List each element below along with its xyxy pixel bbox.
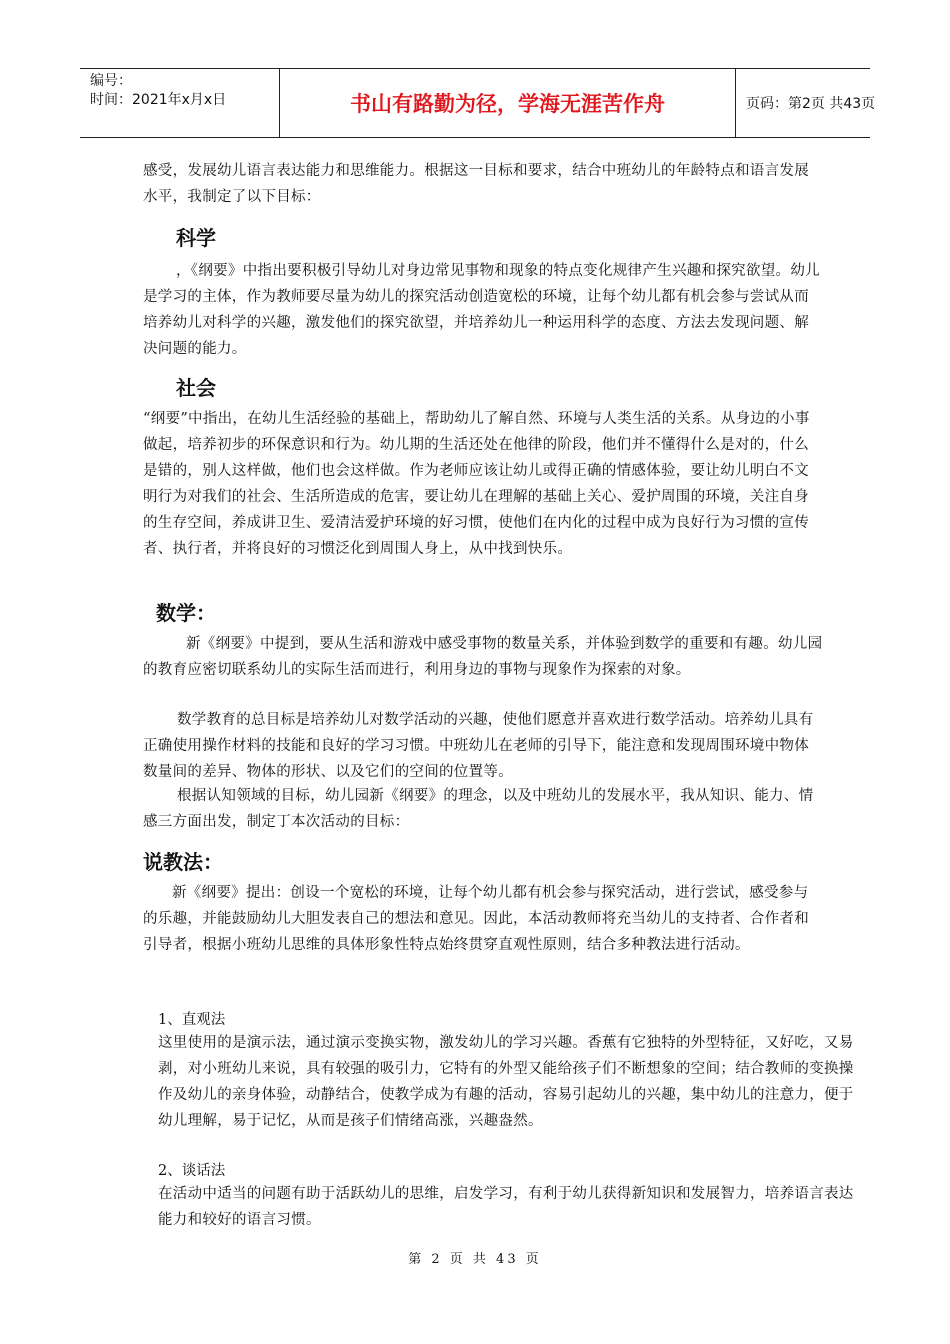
time-label: 时间：2021年x月x日 bbox=[90, 92, 227, 108]
header-motto: 书山有路勤为径，学海无涯苦作舟 bbox=[280, 69, 736, 137]
math-paragraph-1: 新《纲要》中提到，要从生活和游戏中感受事物的数量关系，并体验到数学的重要和有趣。幼儿园的教育应密切联系幼儿的实际生活而进行，利用身边的事物与现象作为探索的对象。 bbox=[143, 636, 823, 678]
society-paragraph: “纲要”中指出，在幼儿生活经验的基础上，帮助幼儿了解自然、环境与人类生活的关系。从身边的小事做起，培养初步的环保意识和行为。幼儿期的生活还处在他律的阶段，他们并不懂得什么是对的，什么是错的，别人这样做，他们也会这样做。作为老师应该让幼儿或得正确的情感体验，要让幼儿明白不文明行为对我们的社会、生活所造成的危害，要让幼儿在理解的基础上关心、爱护周围的环境，关注自身的生存空间，养成讲卫生、爱清洁爱护环境的好习惯，使他们在内化的过程中成为良好行为习惯的宣传者、执行者，并将良好的习惯泛化到周围人身上，从中找到快乐。 bbox=[143, 411, 810, 557]
method-1-title: 1、直观法 bbox=[158, 1012, 226, 1028]
method-2-paragraph: 在活动中适当的问题有助于活跃幼儿的思维，启发学习，有利于幼儿获得新知识和发展智力，培养语言表达能力和较好的语言习惯。 bbox=[158, 1186, 854, 1228]
method-1-paragraph: 这里使用的是演示法，通过演示变换实物，激发幼儿的学习兴趣。香蕉有它独特的外型特征，又好吃，又易剥，对小班幼儿来说，具有较强的吸引力，它特有的外型又能给孩子们不断想象的空间；结合教师的变换操作及幼儿的亲身体验，动静结合，使教学成为有趣的活动，容易引起幼儿的兴趣，集中幼儿的注意力，便于幼儿理解，易于记忆，从而是孩子们情绪高涨，兴趣盎然。 bbox=[158, 1035, 854, 1129]
intro-paragraph: 感受，发展幼儿语言表达能力和思维能力。根据这一目标和要求，结合中班幼儿的年龄特点和语言发展水平，我制定了以下目标： bbox=[143, 163, 809, 205]
number-label: 编号： bbox=[90, 73, 132, 89]
science-paragraph: ，《纲要》中指出要积极引导幼儿对身边常见事物和现象的特点变化规律产生兴趣和探究欲望。幼儿是学习的主体，作为教师要尽量为幼儿的探究活动创造宽松的环境，让每个幼儿都有机会参与尝试从而培养幼儿对科学的兴趣，激发他们的探究欲望，并培养幼儿一种运用科学的态度、方法去发现问题、解决问题的能力。 bbox=[143, 263, 820, 357]
method-heading: 说教法： bbox=[143, 850, 223, 874]
header-meta-cell bbox=[80, 69, 280, 137]
society-heading: 社会 bbox=[176, 376, 216, 400]
method-paragraph: 新《纲要》提出：创设一个宽松的环境，让每个幼儿都有机会参与探究活动，进行尝试，感受参与的乐趣，并能鼓励幼儿大胆发表自己的想法和意见。因此，本活动教师将充当幼儿的支持者、合作者和引导者，根据小班幼儿思维的具体形象性特点始终贯穿直观性原则，结合多种教法进行活动。 bbox=[143, 885, 809, 953]
math-heading: 数学： bbox=[156, 601, 216, 625]
header-table bbox=[80, 68, 876, 138]
header-page-info: 页码：第2页 共43页 bbox=[746, 96, 876, 112]
science-heading: 科学 bbox=[176, 226, 216, 250]
method-2-title: 2、谈话法 bbox=[158, 1163, 226, 1179]
page-footer: 第 2 页 共 43 页 bbox=[408, 1252, 542, 1267]
math-paragraph-2: 数学教育的总目标是培养幼儿对数学活动的兴趣，使他们愿意并喜欢进行数学活动。培养幼儿具有正确使用操作材料的技能和良好的学习习惯。中班幼儿在老师的引导下，能注意和发现周围环境中物体数量间的差异、物体的形状、以及它们的空间的位置等。 bbox=[143, 712, 814, 780]
math-paragraph-3: 根据认知领域的目标，幼儿园新《纲要》的理念，以及中班幼儿的发展水平，我从知识、能力、情感三方面出发，制定丁本次活动的目标： bbox=[143, 788, 814, 830]
